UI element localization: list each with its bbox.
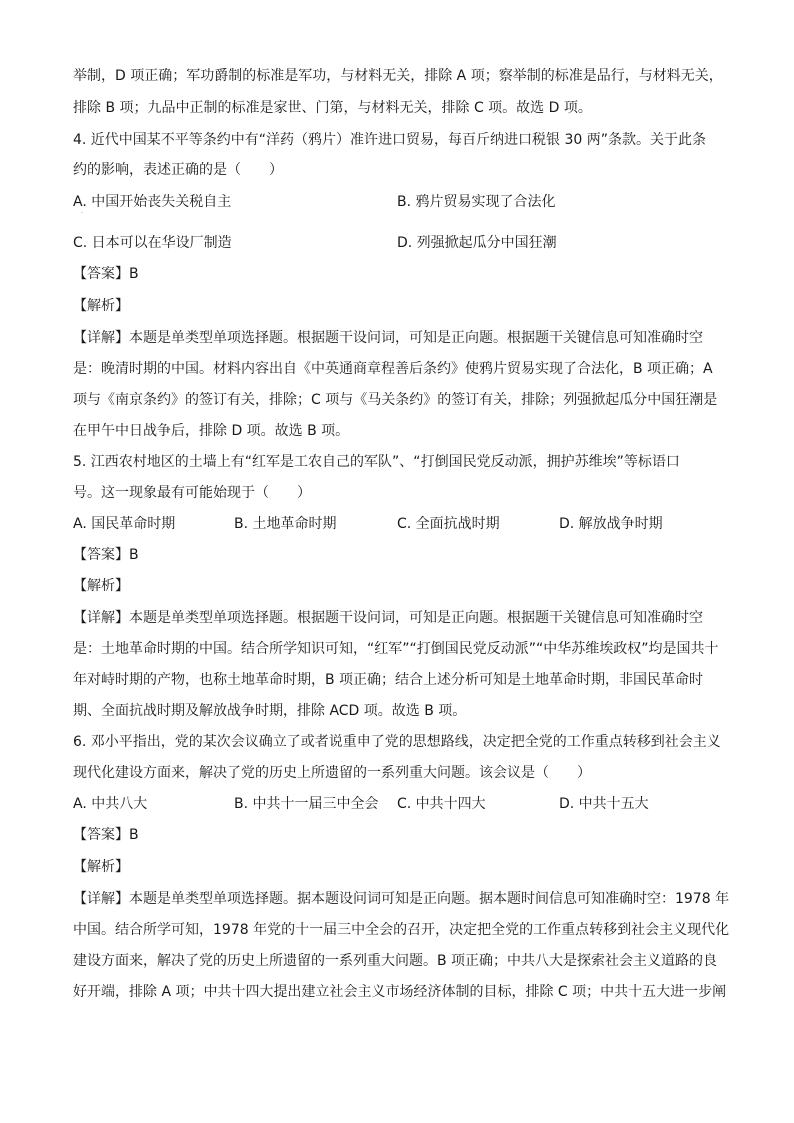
option-d: D. 列强掀起瓜分中国狂潮 xyxy=(397,235,557,251)
answer-label: 【答案】B xyxy=(73,827,139,843)
option-b: B. 土地革命时期 xyxy=(234,516,337,532)
option-d: D. 解放战争时期 xyxy=(559,516,663,532)
analysis-label: 【解析】 xyxy=(73,298,129,314)
detail-line: 【详解】本题是单类型单项选择题。据本题设问词可知是正向题。据本题时间信息可知准确时空：1978 年 xyxy=(73,891,730,907)
detail-line: 好开端，排除 A 项；中共十四大提出建立社会主义市场经济体制的目标，排除 C 项；中共十五大进一步阐 xyxy=(73,984,727,1000)
detail-line: 是：土地革命时期的中国。结合所学知识可知，“红军”“打倒国民党反动派”“中华苏维埃政权”均是国共十 xyxy=(73,641,719,657)
answer-label: 【答案】B xyxy=(73,547,139,563)
detail-line: 【详解】本题是单类型单项选择题。根据题干设问词，可知是正向题。根据题干关键信息可知准确时空 xyxy=(73,610,703,626)
option-a: A. 中共八大 xyxy=(73,796,148,812)
question-stem-line: 号。这一现象最有可能始现于（ ） xyxy=(73,485,311,501)
detail-line: 建设方面来，解决了党的历史上所遗留的一系列重大问题。B 项正确；中共八大是探索社会主义道路的良 xyxy=(73,953,718,969)
detail-line: 期、全面抗战时期及解放战争时期，排除 ACD 项。故选 B 项。 xyxy=(73,703,467,719)
option-c: C. 中共十四大 xyxy=(397,796,486,812)
option-b: B. 鸦片贸易实现了合法化 xyxy=(397,194,556,210)
intro-line-2: 排除 B 项；九品中正制的标准是家世、门第，与材料无关，排除 C 项。故选 D 项。 xyxy=(73,100,592,116)
answer-label: 【答案】B xyxy=(73,266,139,282)
detail-line: 在甲午中日战争后，排除 D 项。故选 B 项。 xyxy=(73,423,350,439)
detail-line: 中国。结合所学可知，1978 年党的十一届三中全会的召开，决定把全党的工作重点转移到社会主义现代化 xyxy=(73,922,730,938)
question-stem-line: 约的影响，表述正确的是（ ） xyxy=(73,162,283,178)
detail-line: 年对峙时期的产物，也称土地革命时期，B 项正确；结合上述分析可知是土地革命时期，非国民革命时 xyxy=(73,672,704,688)
question-stem-line: 4. 近代中国某不平等条约中有“洋药（鸦片）准许进口贸易，每百斤纳进口税银 30 两”条款。关于此条 xyxy=(73,132,707,148)
detail-line: 是：晚清时期的中国。材料内容出自《中英通商章程善后条约》使鸦片贸易实现了合法化，B 项正确；A xyxy=(73,361,713,377)
option-b: B. 中共十一届三中全会 xyxy=(234,796,379,812)
question-stem-line: 6. 邓小平指出，党的某次会议确立了或者说重申了党的思想路线，决定把全党的工作重点转移到社会主义 xyxy=(73,734,721,750)
analysis-label: 【解析】 xyxy=(73,859,129,875)
stray-dot: · xyxy=(81,210,83,217)
option-d: D. 中共十五大 xyxy=(559,796,649,812)
option-a: A. 国民革命时期 xyxy=(73,516,176,532)
detail-line: 项与《南京条约》的签订有关，排除；C 项与《马关条约》的签订有关，排除；列强掀起瓜分中国狂潮是 xyxy=(73,392,718,408)
intro-line-1: 举制，D 项正确；军功爵制的标准是军功，与材料无关，排除 A 项；察举制的标准是品行，与材料无关， xyxy=(73,68,723,84)
detail-line: 【详解】本题是单类型单项选择题。根据题干设问词，可知是正向题。根据题干关键信息可知准确时空 xyxy=(73,330,703,346)
question-stem-line: 现代化建设方面来，解决了党的历史上所遗留的一系列重大问题。该会议是（ ） xyxy=(73,765,591,781)
option-a: A. 中国开始丧失关税自主 xyxy=(73,194,232,210)
option-c: C. 日本可以在华设厂制造 xyxy=(73,235,232,251)
analysis-label: 【解析】 xyxy=(73,578,129,594)
option-c: C. 全面抗战时期 xyxy=(397,516,500,532)
question-stem-line: 5. 江西农村地区的土墙上有“红军是工农自己的军队”、“打倒国民党反动派，拥护苏维埃”等标语口 xyxy=(73,454,680,470)
